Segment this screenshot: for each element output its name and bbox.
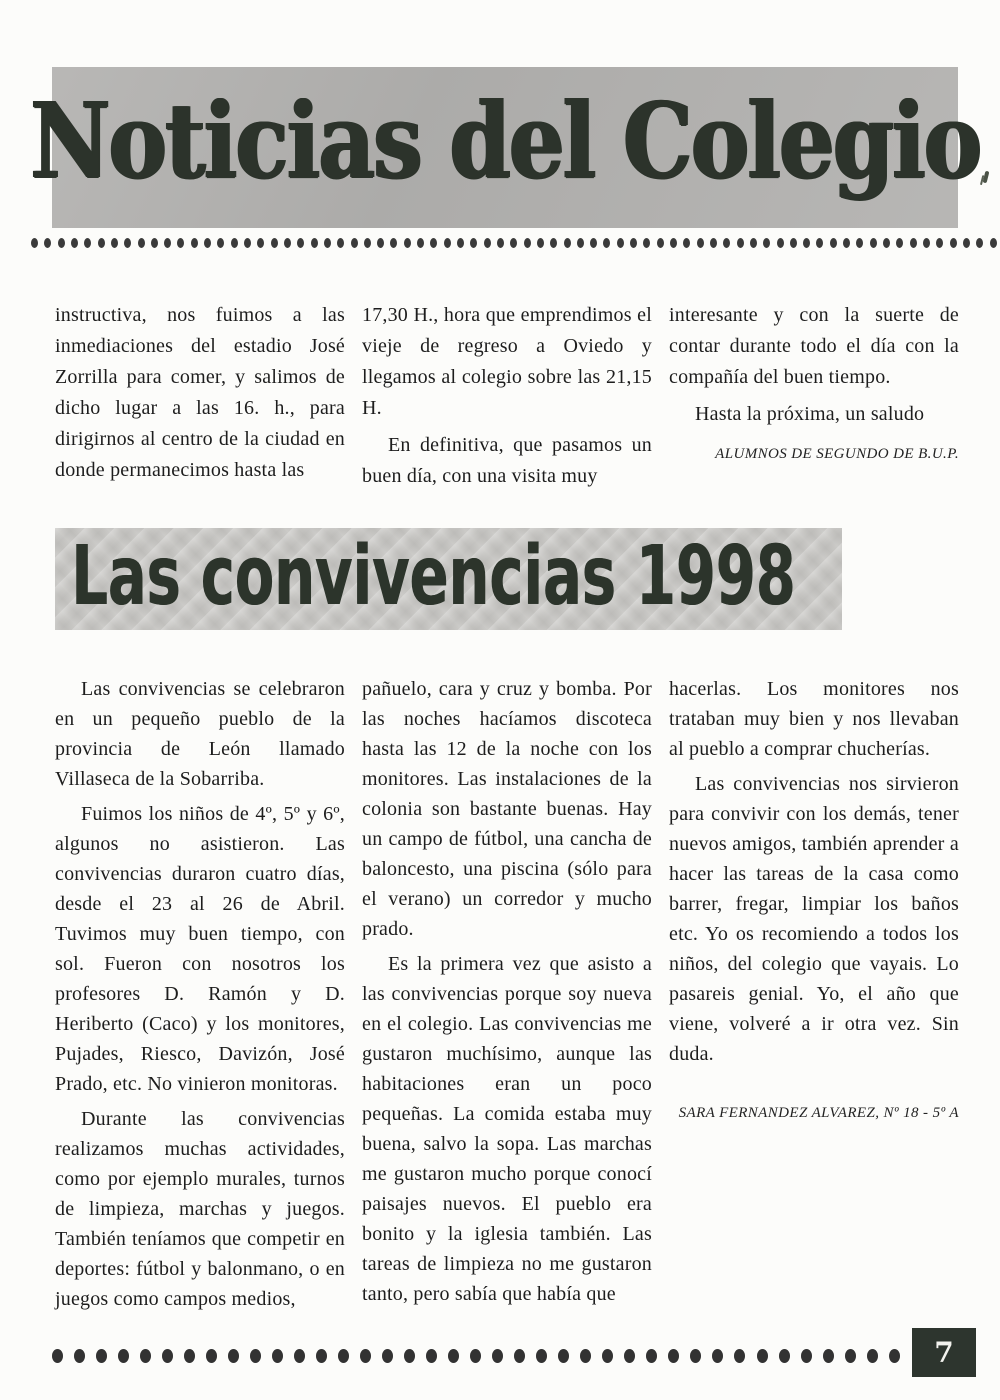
paragraph: 17,30 H., hora que emprendimos el vieje de regreso a Oviedo y llegamos al colegio sobre las 21,15 H.	[362, 304, 652, 419]
dot	[244, 238, 251, 248]
dotted-separator-bottom	[52, 1348, 900, 1364]
paragraph: Las convivencias nos sirvieron para convivir con los demás, tener nuevos amigos, también aprender a hacer las tareas de la casa como barrer, fregar, limpiar los baños etc. Yo os recomiendo a todos los niños, del colegio que vayais. Lo pasareis genial. Yo, el año que viene, volveré a ir otra vez. Sin duda.	[669, 773, 959, 1065]
paragraph: En definitiva, que pasamos un buen día, con una visita muy	[362, 434, 652, 487]
page-number: 7	[934, 1336, 954, 1369]
dot	[734, 1349, 745, 1363]
dot	[697, 238, 704, 248]
dot	[643, 238, 650, 248]
dot	[204, 238, 211, 248]
dot	[71, 238, 78, 248]
dot	[470, 238, 477, 248]
dot	[867, 1349, 878, 1363]
section-title: Las convivencias 1998	[71, 528, 796, 624]
dot	[889, 1349, 900, 1363]
dot	[870, 238, 877, 248]
dot	[311, 238, 318, 248]
paragraph: hacerlas. Los monitores nos trataban muy bien y nos llevaban al pueblo a comprar chucherías.	[669, 678, 959, 760]
dot	[284, 238, 291, 248]
dot	[750, 238, 757, 248]
dot	[52, 1349, 63, 1363]
dot	[162, 1349, 173, 1363]
dot	[231, 238, 238, 248]
dot	[963, 238, 970, 248]
dot	[351, 238, 358, 248]
dot	[364, 238, 371, 248]
paragraph: Las convivencias se celebraron en un pequeño pueblo de la provincia de León llamado Villaseca de la Sobarriba.	[55, 678, 345, 790]
dot	[492, 1349, 503, 1363]
paragraph: Durante las convivencias realizamos muchas actividades, como por ejemplo murales, turnos de limpieza, marchas y juegos. También teníamos que competir en deportes: fútbol y balonmano, o en juegos como campos medios,	[55, 1108, 345, 1310]
dot	[377, 238, 384, 248]
dot	[417, 238, 424, 248]
dot	[668, 1349, 679, 1363]
dot	[58, 238, 65, 248]
dot	[936, 238, 943, 248]
dot	[843, 238, 850, 248]
paragraph: Fuimos los niños de 4º, 5º y 6º, algunos no asistieron. Las convivencias duraron cuatro días, desde el 23 al 26 de Abril. Tuvimos muy buen tiempo, con sol. Fueron con nosotros los profesores D. Ramón y D. Heriberto (Caco) y los monitores, Pujades, Riesco, Davizón, José Prado, etc. No vinieron monitoras.	[55, 803, 345, 1095]
dot	[184, 1349, 195, 1363]
dot	[823, 1349, 834, 1363]
dot	[426, 1349, 437, 1363]
dot	[723, 238, 730, 248]
article-columns-convivencias	[55, 674, 959, 1319]
dot	[657, 238, 664, 248]
dot	[470, 1349, 481, 1363]
paragraph: Es la primera vez que asisto a las convivencias porque soy nueva en el colegio. Las convivencias me gustaron muchísimo, aunque las habitaciones eran un poco pequeñas. La comida estaba muy buena, salvo la sopa. Las marchas me gustaron mucho porque conocí paisajes nuevos. El pueblo era bonito y la iglesia también. Las tareas de limpieza no me gustaron tanto, pero sabía que había que	[362, 953, 652, 1305]
dot	[457, 238, 464, 248]
dot	[524, 238, 531, 248]
dot	[74, 1349, 85, 1363]
article-signature: SARA FERNANDEZ ALVAREZ, Nº 18 - 5º A	[678, 1105, 959, 1121]
dot	[536, 1349, 547, 1363]
article-columns-trip	[55, 300, 959, 498]
dot	[830, 238, 837, 248]
dot	[910, 238, 917, 248]
dot	[404, 1349, 415, 1363]
dot	[271, 238, 278, 248]
dot	[510, 238, 517, 248]
article-signature: ALUMNOS DE SEGUNDO DE B.U.P.	[715, 446, 959, 462]
convivencias-column-2	[362, 674, 652, 1319]
dot	[779, 1349, 790, 1363]
dot	[845, 1349, 856, 1363]
dot	[294, 1349, 305, 1363]
dot	[801, 1349, 812, 1363]
dot	[324, 238, 331, 248]
dot	[360, 1349, 371, 1363]
paragraph: interesante y con la suerte de contar durante todo el día con la compañía del buen tiempo.	[669, 304, 959, 388]
dot	[816, 238, 823, 248]
dot	[404, 238, 411, 248]
dot	[206, 1349, 217, 1363]
dot	[624, 1349, 635, 1363]
dot	[31, 238, 38, 248]
paragraph: instructiva, nos fuimos a las inmediaciones del estadio José Zorrilla para comer, y salimos de dicho lugar a las 16. h., para dirigirnos al centro de la ciudad en donde permanecimos hasta las	[55, 304, 345, 481]
dot	[617, 238, 624, 248]
page-title: Noticias del Colegio	[29, 79, 981, 202]
dot	[670, 238, 677, 248]
dot	[140, 1349, 151, 1363]
dot	[444, 238, 451, 248]
dot	[883, 238, 890, 248]
dot	[111, 238, 118, 248]
dot	[191, 238, 198, 248]
dot	[564, 238, 571, 248]
dot	[337, 238, 344, 248]
dot	[297, 238, 304, 248]
dot	[558, 1349, 569, 1363]
dot	[690, 1349, 701, 1363]
dot	[124, 238, 131, 248]
dot	[630, 238, 637, 248]
dot	[712, 1349, 723, 1363]
dot	[590, 238, 597, 248]
dot	[272, 1349, 283, 1363]
dot	[497, 238, 504, 248]
dot	[856, 238, 863, 248]
dot	[896, 238, 903, 248]
dot	[138, 238, 145, 248]
dot	[950, 238, 957, 248]
dot	[923, 238, 930, 248]
dot	[430, 238, 437, 248]
convivencias-column-1	[55, 674, 345, 1319]
dot	[710, 238, 717, 248]
dot	[537, 238, 544, 248]
dot	[976, 238, 983, 248]
dot	[382, 1349, 393, 1363]
section-banner	[55, 528, 842, 630]
dot	[803, 238, 810, 248]
dot	[44, 238, 51, 248]
dot	[603, 238, 610, 248]
dot	[228, 1349, 239, 1363]
dot	[737, 238, 744, 248]
dot	[484, 238, 491, 248]
dot	[514, 1349, 525, 1363]
dot	[164, 238, 171, 248]
trip-column-2	[362, 300, 652, 498]
dot	[250, 1349, 261, 1363]
dot	[990, 238, 997, 248]
dot	[257, 238, 264, 248]
dot	[577, 238, 584, 248]
trip-column-1	[55, 300, 345, 498]
dot	[683, 238, 690, 248]
page-number-badge	[912, 1328, 976, 1377]
dot	[777, 238, 784, 248]
dot	[390, 238, 397, 248]
dot	[217, 238, 224, 248]
dot	[177, 238, 184, 248]
dot	[98, 238, 105, 248]
dot	[550, 238, 557, 248]
scan-artifact	[983, 171, 990, 184]
dot	[602, 1349, 613, 1363]
paragraph: Hasta la próxima, un saludo	[695, 403, 925, 425]
dot	[580, 1349, 591, 1363]
dot	[96, 1349, 107, 1363]
dot	[763, 238, 770, 248]
dotted-separator-top	[31, 237, 997, 248]
dot	[448, 1349, 459, 1363]
paragraph: pañuelo, cara y cruz y bomba. Por las noches hacíamos discoteca hasta las 12 de la noche con los monitores. Las instalaciones de la colonia son bastante buenas. Hay un campo de fútbol, una cancha de baloncesto, una piscina (sólo para el verano) un corredor y mucho prado.	[362, 678, 652, 940]
dot	[151, 238, 158, 248]
dot	[646, 1349, 657, 1363]
dot	[757, 1349, 768, 1363]
dot	[338, 1349, 349, 1363]
trip-column-3	[669, 300, 959, 498]
convivencias-column-3	[669, 674, 959, 1319]
dot	[316, 1349, 327, 1363]
dot	[118, 1349, 129, 1363]
dot	[790, 238, 797, 248]
header-banner	[29, 67, 981, 228]
dot	[84, 238, 91, 248]
